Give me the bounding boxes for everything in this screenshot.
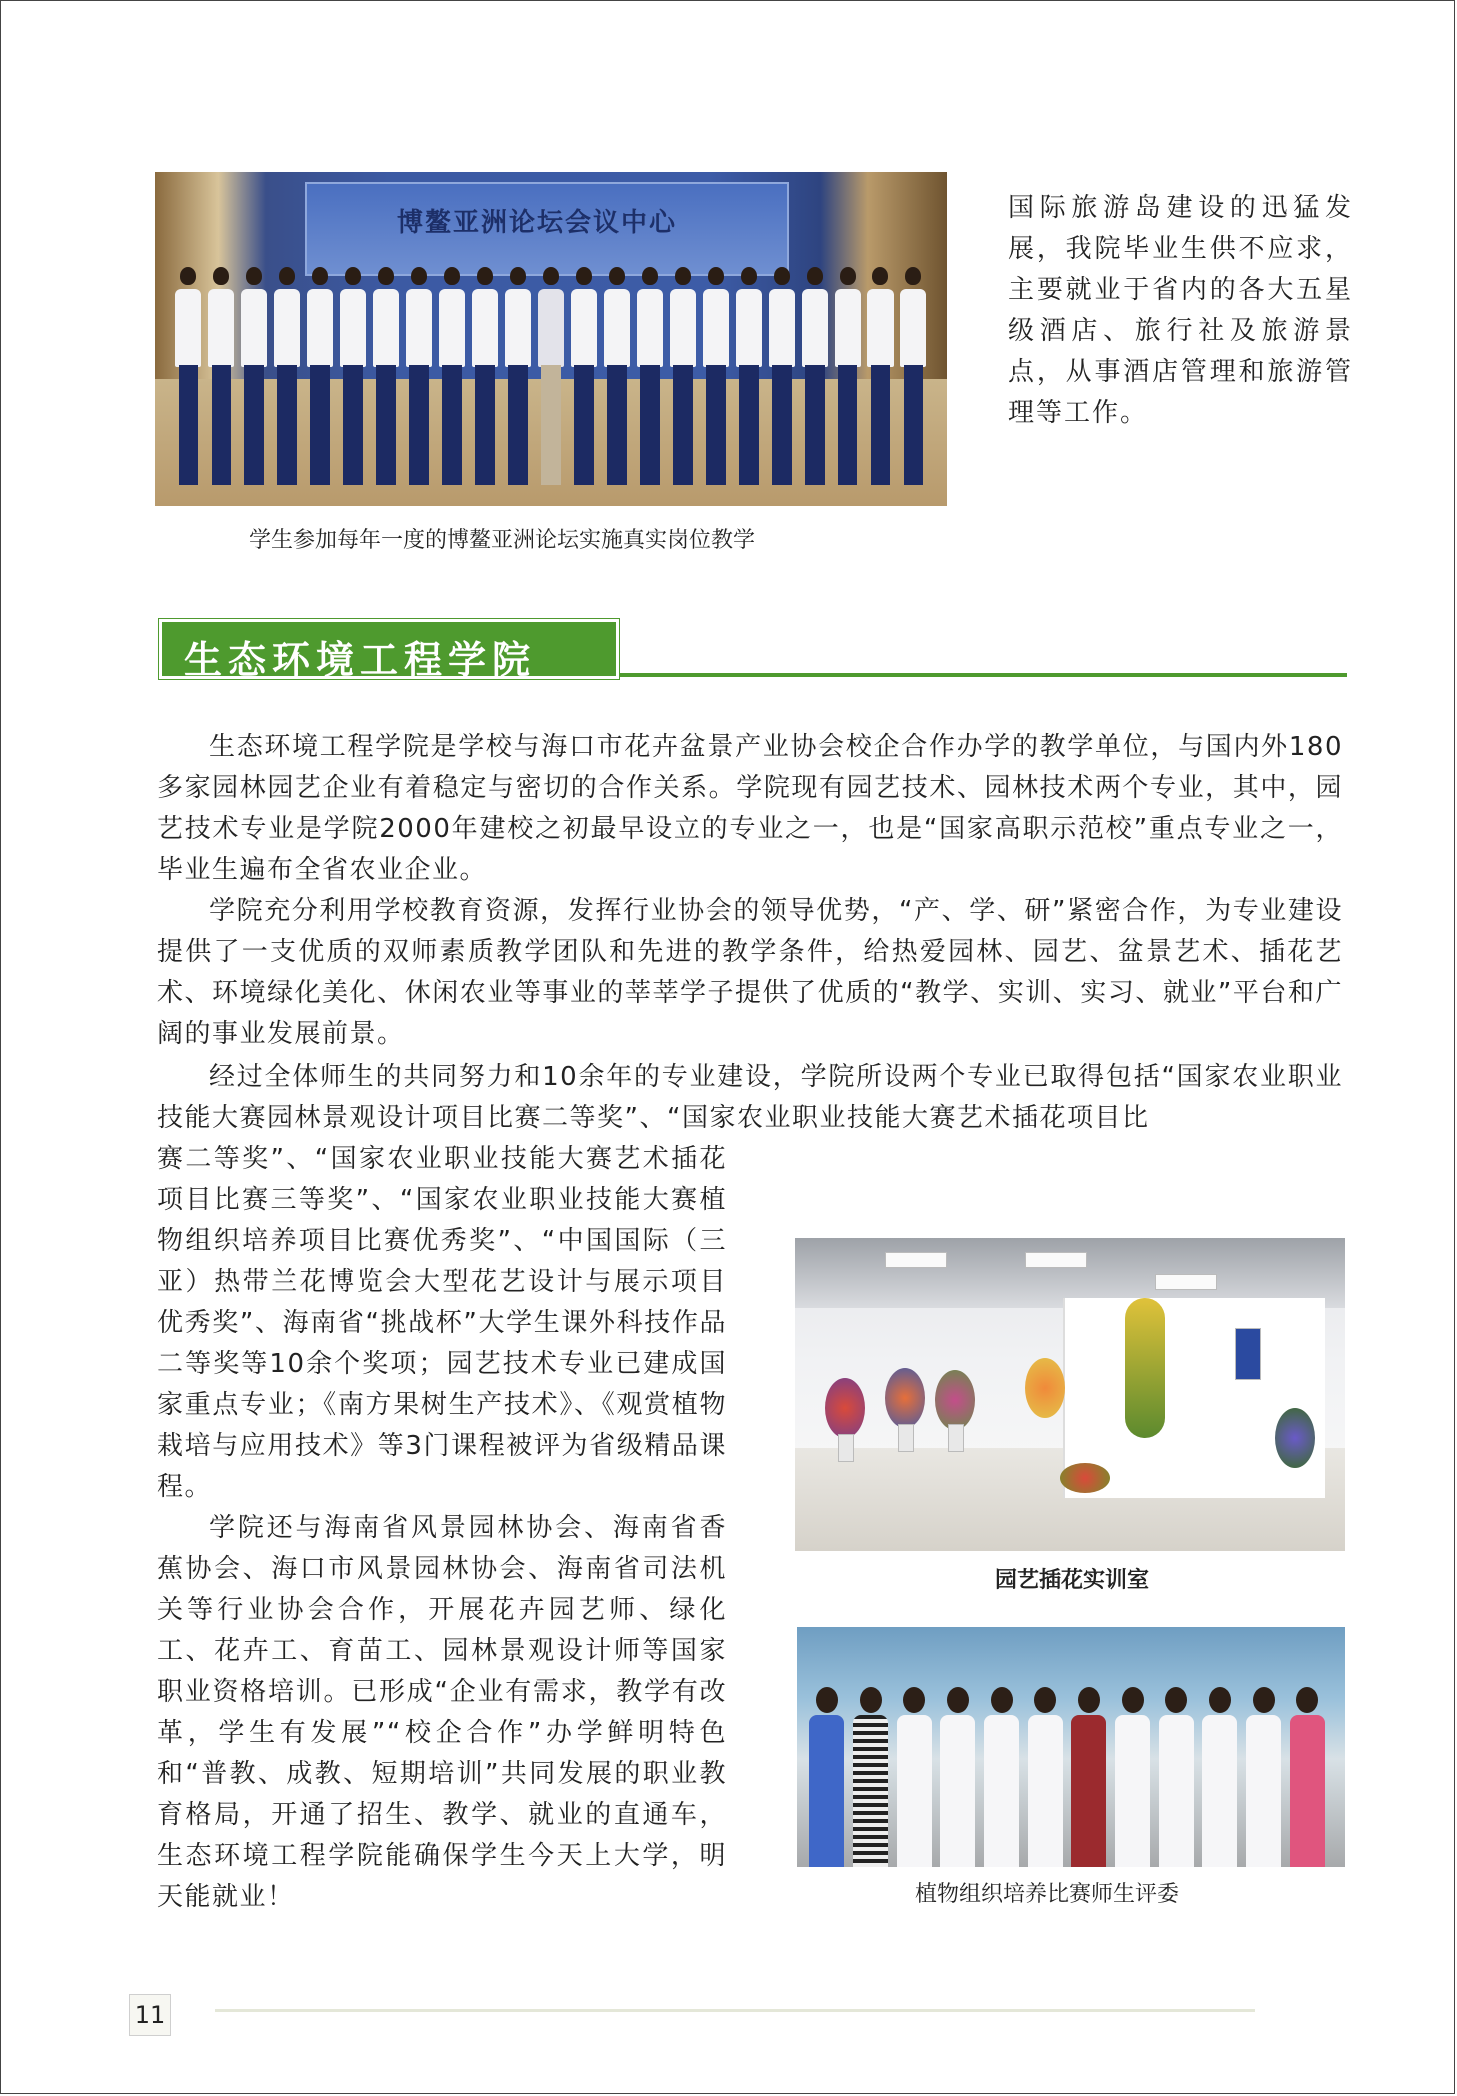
page-number: 11 (129, 1994, 171, 2036)
side-text: 国际旅游岛建设的迅猛发展，我院毕业生供不应求，主要就业于省内的各大五星级酒店、旅行社及旅游景点，从事酒店管理和旅游管理等工作。 (1008, 193, 1353, 428)
paragraph-partnerships: 学院还与海南省风景园林协会、海南省香蕉协会、海口市风景园林协会、海南省司法机关等行业协会合作，开展花卉园艺师、绿化工、花卉工、育苗工、园林景观设计师等国家职业资格培训。已形成“企业有需求，教学有改革，学生有发展”“校企合作”办学鲜明特色和“普教、成教、短期培训”共同发展的职业教育格局，开通了招生、教学、就业的直通车，生态环境工程学院能确保学生今天上大学，明天能就业！ (157, 1513, 727, 1912)
paragraph-resources: 学院充分利用学校教育资源，发挥行业协会的领导优势，“产、学、研”紧密合作，为专业建设提供了一支优质的双师素质教学团队和先进的教学条件，给热爱园林、园艺、盆景艺术、插花艺术、环境绿化美化、休闲农业等事业的莘莘学子提供了优质的“教学、实训、实习、就业”平台和广阔的事业发展前景。 (157, 896, 1343, 1049)
section-title: 生态环境工程学院 (184, 638, 537, 682)
section-header (159, 619, 1347, 682)
student-group (173, 267, 929, 497)
paragraph-awards: 赛二等奖”、“国家农业职业技能大赛艺术插花项目比赛三等奖”、“国家农业职业技能大赛植物组织培养项目比赛优秀奖”、“中国国际（三亚）热带兰花博览会大型花艺设计与展示项目优秀奖”、海南省“挑战杯”大学生课外科技作品二等奖等10余个奖项；园艺技术专业已建成国家重点专业；《南方果树生产技术》、《观赏植物栽培与应用技术》等3门课程被评为省级精品课程。 (157, 1144, 727, 1502)
section-title-tab (159, 619, 619, 682)
lab-photo-caption: 植物组织培养比赛师生评委 (915, 1882, 1180, 1907)
section-rule (619, 673, 1347, 677)
boao-forum-group-photo (155, 172, 947, 506)
paragraph-intro: 生态环境工程学院是学校与海口市花卉盆景产业协会校企合作办学的教学单位，与国内外180多家园林园艺企业有着稳定与密切的合作关系。学院现有园艺技术、园林技术两个专业，其中，园艺技术专业是学院2000年建校之初最早设立的专业之一，也是“国家高职示范校”重点专业之一，毕业生遍布全省农业企业。 学院充分利用学校教育资源，发挥行业协会的领导优势，“产、学、研”紧密合作，为专业建设提供了一支优质的双师素质教学团队和先进的教学条件，给热爱园林、园艺、盆景艺术、插花艺术、环境绿化美化、休闲农业等事业的莘莘学子提供了优质的“教学、实训、实习、就业”平台和广阔的事业发展前景。 (157, 727, 1343, 1055)
boao-photo-caption: 学生参加每年一度的博鳌亚洲论坛实施真实岗位教学 (249, 528, 756, 553)
footer-rule (215, 2009, 1255, 2012)
floral-training-room-photo (795, 1238, 1345, 1551)
tissue-culture-judges-photo (797, 1627, 1345, 1867)
paragraph-awards-intro: 经过全体师生的共同努力和10余年的专业建设，学院所设两个专业已取得包括“国家农业职业技能大赛园林景观设计项目比赛二等奖”、“国家农业职业技能大赛艺术插花项目比 (157, 1062, 1343, 1133)
room-photo-caption: 园艺插花实训室 (995, 1568, 1150, 1593)
text-column (157, 1139, 727, 1918)
forum-banner (305, 182, 789, 276)
forum-banner-text: 博鳌亚洲论坛会议中心 (397, 208, 678, 238)
